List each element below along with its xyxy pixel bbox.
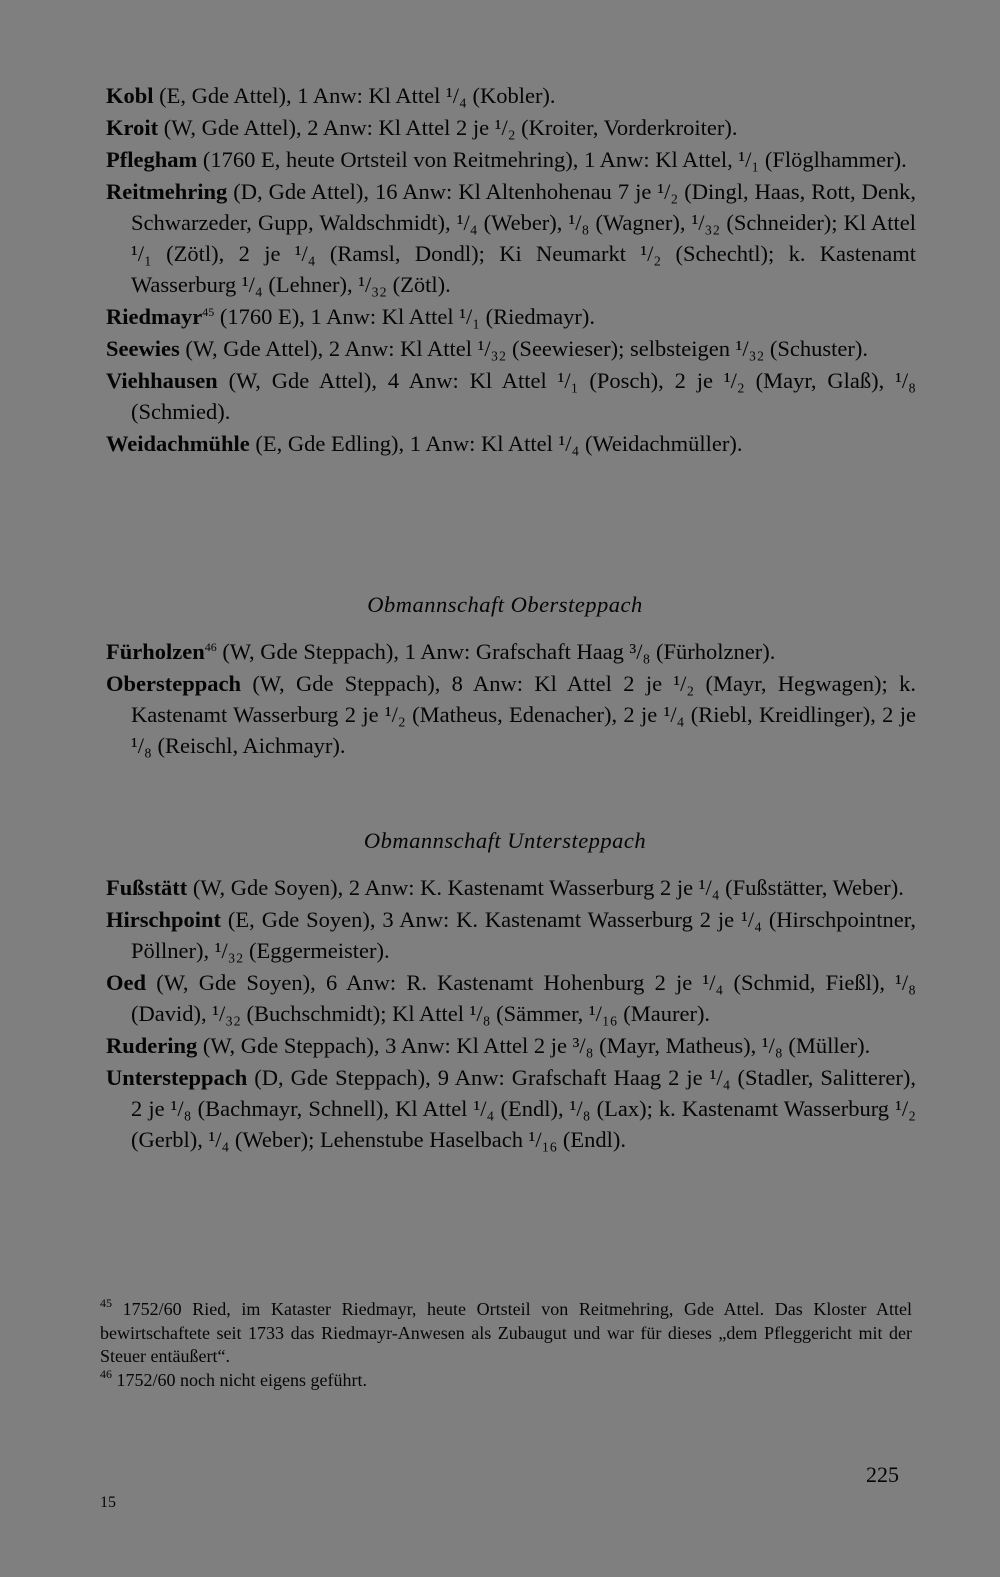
footnote-text: 1752/60 noch nicht eigens geführt. — [112, 1369, 367, 1390]
footnote-ref: 45 — [202, 305, 215, 319]
place-name: Obersteppach — [106, 671, 241, 696]
entry-viehhausen — [106, 365, 916, 427]
place-name: Reitmehring — [106, 179, 228, 204]
entry-text: (E, Gde Edling), 1 Anw: Kl Attel ¹/₄ (Weidachmüller). — [249, 431, 743, 456]
entry-oed — [106, 967, 916, 1029]
entry-riedmayr — [106, 301, 916, 332]
entry-fuerholzen — [106, 636, 916, 667]
footnote-ref: 46 — [204, 640, 217, 654]
entry-text: (W, Gde Soyen), 2 Anw: K. Kastenamt Wasserburg 2 je ¹/₄ (Fußstätter, Weber). — [187, 875, 904, 900]
footnote-number: 46 — [100, 1366, 112, 1381]
entry-kobl — [106, 80, 916, 111]
footnote-45 — [100, 1298, 912, 1369]
entry-obersteppach — [106, 668, 916, 761]
place-name: Hirschpoint — [106, 907, 222, 932]
entry-pflegham — [106, 144, 916, 175]
place-name: Pflegham — [106, 147, 198, 172]
entry-list-attel — [106, 80, 916, 459]
entry-text: (W, Gde Attel), 4 Anw: Kl Attel ¹/₁ (Posch), 2 je ¹/₂ (Mayr, Glaß), ¹/₈ (Schmied). — [131, 368, 916, 424]
footnote-text: 1752/60 Ried, im Kataster Riedmayr, heute Ortsteil von Reitmehring, Gde Attel. Das Kloster Attel bewirtschaftete seit 1733 das Riedmayr-Anwesen als Zubaugut und war für dieses „dem Pfleggericht mit der Steuer entäußert“. — [100, 1299, 912, 1366]
entry-text: (E, Gde Soyen), 3 Anw: K. Kastenamt Wasserburg 2 je ¹/₄ (Hirschpointner, Pöllner), ¹/₃₂ (Eggermeister). — [131, 907, 916, 963]
entry-untersteppach — [106, 1062, 916, 1155]
entry-text: (W, Gde Steppach), 8 Anw: Kl Attel 2 je ¹/₂ (Mayr, Hegwagen); k. Kastenamt Wasserburg 2 je ¹/₂ (Matheus, Edenacher), 2 je ¹/₄ (Riebl, Kreidlinger), 2 je ¹/₈ (Reischl, Aichmayr). — [131, 671, 916, 758]
entry-text: (1760 E, heute Ortsteil von Reitmehring), 1 Anw: Kl Attel, ¹/₁ (Flöglhammer). — [197, 147, 907, 172]
entry-text: (W, Gde Steppach), 1 Anw: Grafschaft Haag ³/₈ (Fürholzner). — [216, 639, 776, 664]
entry-list-untersteppach — [106, 872, 916, 1155]
entry-text: (W, Gde Attel), 2 Anw: Kl Attel ¹/₃₂ (Seewieser); selbsteigen ¹/₃₂ (Schuster). — [179, 336, 869, 361]
entry-list-obersteppach — [106, 636, 916, 761]
printer-signature: 15 — [100, 1494, 116, 1511]
entry-text: (W, Gde Steppach), 3 Anw: Kl Attel 2 je ³/₈ (Mayr, Matheus), ¹/₈ (Müller). — [197, 1033, 871, 1058]
place-name: Viehhausen — [106, 368, 218, 393]
entry-text: (1760 E), 1 Anw: Kl Attel ¹/₁ (Riedmayr). — [214, 304, 596, 329]
entry-fussstaett — [106, 872, 916, 903]
place-name: Oed — [106, 970, 147, 995]
place-name: Fürholzen — [106, 639, 205, 664]
place-name: Kobl — [106, 83, 154, 108]
place-name: Rudering — [106, 1033, 198, 1058]
entry-hirschpoint — [106, 904, 916, 966]
place-name: Fußstätt — [106, 875, 188, 900]
page-number: 225 — [866, 1462, 899, 1487]
entry-text: (D, Gde Steppach), 9 Anw: Grafschaft Haag 2 je ¹/₄ (Stadler, Salitterer), 2 je ¹/₈ (Bachmayr, Schnell), Kl Attel ¹/₄ (Endl), ¹/₈ (Lax); k. Kastenamt Wasserburg ¹/₂ (Gerbl), ¹/₄ (Weber); Lehenstube Haselbach ¹/₁₆ (Endl). — [131, 1065, 916, 1152]
entry-reitmehring — [106, 176, 916, 300]
place-name: Weidachmühle — [106, 431, 250, 456]
entry-text: (E, Gde Attel), 1 Anw: Kl Attel ¹/₄ (Kobler). — [153, 83, 556, 108]
footnotes — [100, 1298, 912, 1392]
footnote-number: 45 — [100, 1296, 112, 1310]
place-name: Untersteppach — [106, 1065, 248, 1090]
section-heading-obersteppach: Obmannschaft Obersteppach — [367, 592, 643, 617]
place-name: Seewies — [106, 336, 180, 361]
entry-seewies — [106, 333, 916, 364]
entry-weidachmuehle — [106, 428, 916, 459]
entry-text: (W, Gde Soyen), 6 Anw: R. Kastenamt Hohenburg 2 je ¹/₄ (Schmid, Fießl), ¹/₈ (David), ¹/₃₂ (Buchschmidt); Kl Attel ¹/₈ (Sämmer, ¹/₁₆ (Maurer). — [131, 970, 916, 1026]
entry-kroit — [106, 112, 916, 143]
place-name: Kroit — [106, 115, 159, 140]
section-heading-untersteppach: Obmannschaft Untersteppach — [363, 828, 647, 853]
entry-rudering — [106, 1030, 916, 1061]
footnote-46 — [100, 1366, 912, 1393]
entry-text: (W, Gde Attel), 2 Anw: Kl Attel 2 je ¹/₂ (Kroiter, Vorderkroiter). — [158, 115, 738, 140]
place-name: Riedmayr — [106, 304, 203, 329]
entry-text: (D, Gde Attel), 16 Anw: Kl Altenhohenau 7 je ¹/₂ (Dingl, Haas, Rott, Denk, Schwarzeder, Gupp, Waldschmidt), ¹/₄ (Weber), ¹/₈ (Wagner), ¹/₃₂ (Schneider); Kl Attel ¹/₁ (Zötl), 2 je ¹/₄ (Ramsl, Dondl); Ki Neumarkt ¹/₂ (Schechtl); k. Kastenamt Wasserburg ¹/₄ (Lehner), ¹/₃₂ (Zötl). — [131, 179, 916, 297]
